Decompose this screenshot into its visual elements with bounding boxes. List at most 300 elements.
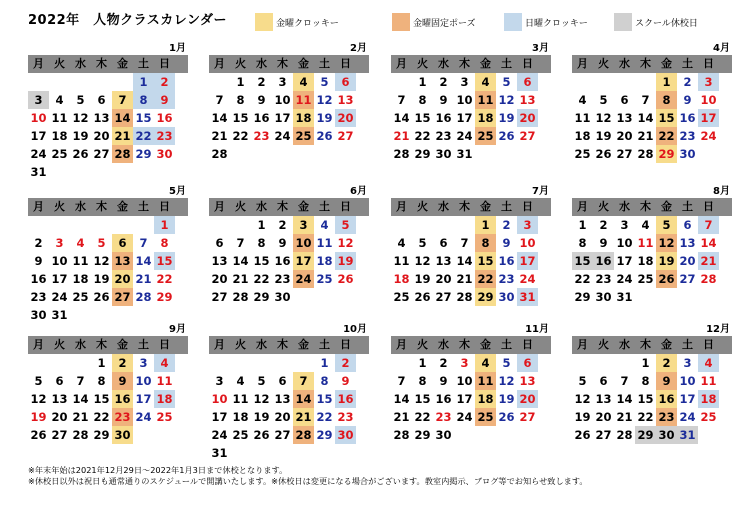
empty-cell — [70, 306, 91, 324]
empty-cell — [112, 216, 133, 234]
day-cell: 15 — [253, 254, 270, 268]
weekday-label: 土 — [319, 200, 330, 213]
empty-cell — [517, 426, 538, 444]
day-cell: 21 — [393, 410, 410, 424]
day-cell: 12 — [337, 236, 354, 250]
legend-swatch — [614, 13, 632, 31]
day-cell: 7 — [620, 374, 629, 388]
day-cell: 20 — [211, 272, 228, 286]
day-cell: 15 — [572, 252, 593, 270]
day-cell: 13 — [519, 374, 536, 388]
notes — [28, 465, 588, 487]
empty-cell — [335, 145, 356, 163]
day-cell: 31 — [456, 147, 473, 161]
day-cell: 12 — [574, 392, 591, 406]
empty-cell — [335, 444, 356, 462]
day-cell: 16 — [656, 390, 677, 408]
month-label: 2月 — [350, 43, 367, 54]
weekday-label: 金 — [480, 57, 491, 70]
day-cell: 27 — [519, 129, 536, 143]
day-cell: 21 — [112, 127, 133, 145]
day-cell: 31 — [677, 426, 698, 444]
day-cell: 23 — [656, 408, 677, 426]
day-cell: 28 — [232, 290, 249, 304]
weekday-label: 日 — [522, 338, 533, 351]
day-cell: 5 — [578, 374, 587, 388]
day-cell: 13 — [679, 236, 696, 250]
empty-cell — [133, 216, 154, 234]
empty-cell — [230, 145, 251, 163]
month-calendar — [391, 185, 551, 306]
day-cell: 27 — [337, 129, 354, 143]
empty-cell — [698, 288, 719, 306]
weekday-label: 月 — [396, 338, 407, 351]
day-cell: 23 — [435, 410, 452, 424]
day-cell: 29 — [475, 288, 496, 306]
day-cell: 15 — [232, 111, 249, 125]
day-cell: 24 — [456, 129, 473, 143]
empty-cell — [91, 216, 112, 234]
weekday-label: 日 — [522, 200, 533, 213]
day-cell: 9 — [154, 91, 175, 109]
weekday-label: 土 — [501, 200, 512, 213]
day-cell: 27 — [595, 428, 612, 442]
note-1: ※年末年始は2021年12月29日～2022年1月3日まで休校となります。 — [28, 465, 288, 475]
day-cell: 17 — [517, 252, 538, 270]
day-cell: 12 — [595, 111, 612, 125]
month-label: 11月 — [525, 324, 549, 335]
day-cell: 9 — [502, 236, 511, 250]
weekday-header — [209, 336, 369, 354]
empty-cell — [272, 354, 293, 372]
month-label: 10月 — [343, 324, 367, 335]
day-cell: 9 — [112, 372, 133, 390]
empty-cell — [209, 73, 230, 91]
day-cell: 21 — [456, 272, 473, 286]
day-cell: 2 — [154, 73, 175, 91]
day-cell: 29 — [414, 428, 431, 442]
day-cell: 29 — [253, 290, 270, 304]
legend-label: 日曜クロッキー — [525, 18, 588, 29]
day-cell: 11 — [475, 91, 496, 109]
day-cell: 13 — [93, 111, 110, 125]
day-cell: 12 — [656, 234, 677, 252]
day-cell: 11 — [51, 111, 68, 125]
empty-cell — [28, 216, 49, 234]
day-cell: 30 — [30, 308, 47, 322]
day-cell: 1 — [656, 73, 677, 91]
day-cell: 2 — [335, 354, 356, 372]
weekday-label: 水 — [75, 57, 86, 70]
month-label: 1月 — [169, 43, 186, 54]
empty-cell — [49, 163, 70, 181]
day-cell: 2 — [502, 218, 511, 232]
day-cell: 19 — [30, 410, 47, 424]
weekday-label: 水 — [438, 200, 449, 213]
day-cell: 7 — [76, 374, 85, 388]
empty-cell — [272, 444, 293, 462]
weekday-label: 火 — [417, 338, 428, 351]
weekday-label: 木 — [277, 200, 288, 213]
day-grid — [572, 216, 719, 306]
day-cell: 12 — [414, 254, 431, 268]
day-grid — [391, 73, 538, 163]
day-cell: 26 — [414, 290, 431, 304]
day-cell: 30 — [435, 147, 452, 161]
day-cell: 5 — [335, 216, 356, 234]
day-cell: 24 — [456, 410, 473, 424]
empty-cell — [70, 163, 91, 181]
empty-cell — [230, 444, 251, 462]
day-cell: 30 — [498, 290, 515, 304]
day-cell: 10 — [519, 236, 536, 250]
day-cell: 19 — [574, 410, 591, 424]
day-cell: 1 — [257, 218, 266, 232]
weekday-label: 日 — [340, 57, 351, 70]
day-cell: 3 — [517, 216, 538, 234]
day-cell: 8 — [578, 236, 587, 250]
day-cell: 18 — [475, 390, 496, 408]
day-cell: 15 — [93, 392, 110, 406]
empty-cell — [28, 73, 49, 91]
weekday-label: 月 — [214, 57, 225, 70]
day-cell: 10 — [211, 392, 228, 406]
empty-cell — [496, 145, 517, 163]
day-cell: 12 — [316, 93, 333, 107]
empty-cell — [454, 426, 475, 444]
weekday-header — [28, 336, 188, 354]
day-cell: 1 — [133, 73, 154, 91]
day-cell: 20 — [51, 410, 68, 424]
day-cell: 4 — [475, 73, 496, 91]
day-cell: 20 — [517, 390, 538, 408]
day-cell: 23 — [112, 408, 133, 426]
day-cell: 23 — [498, 272, 515, 286]
legend-label: スクール休校日 — [635, 18, 698, 29]
day-cell: 6 — [335, 73, 356, 91]
day-cell: 10 — [616, 236, 633, 250]
day-cell: 24 — [519, 272, 536, 286]
day-cell: 18 — [72, 272, 89, 286]
day-cell: 26 — [72, 147, 89, 161]
weekday-label: 木 — [459, 200, 470, 213]
day-cell: 27 — [616, 147, 633, 161]
weekday-label: 水 — [438, 338, 449, 351]
day-cell: 24 — [293, 270, 314, 288]
day-cell: 18 — [393, 272, 410, 286]
empty-cell — [517, 145, 538, 163]
day-cell: 4 — [698, 354, 719, 372]
empty-cell — [112, 163, 133, 181]
day-cell: 30 — [335, 426, 356, 444]
weekday-label: 木 — [640, 338, 651, 351]
empty-cell — [251, 145, 272, 163]
weekday-label: 日 — [340, 200, 351, 213]
day-cell: 17 — [274, 111, 291, 125]
day-cell: 21 — [293, 408, 314, 426]
weekday-label: 月 — [33, 338, 44, 351]
day-cell: 18 — [637, 254, 654, 268]
day-cell: 9 — [257, 93, 266, 107]
day-cell: 14 — [393, 111, 410, 125]
empty-cell — [614, 354, 635, 372]
day-grid — [28, 354, 175, 444]
month-label: 6月 — [350, 186, 367, 197]
day-cell: 22 — [316, 410, 333, 424]
day-cell: 31 — [51, 308, 68, 322]
day-cell: 15 — [135, 111, 152, 125]
weekday-label: 日 — [340, 338, 351, 351]
day-cell: 2 — [656, 354, 677, 372]
day-cell: 19 — [498, 392, 515, 406]
day-cell: 22 — [475, 270, 496, 288]
month-label: 3月 — [532, 43, 549, 54]
day-cell: 23 — [30, 290, 47, 304]
day-cell: 19 — [72, 129, 89, 143]
weekday-label: 火 — [54, 338, 65, 351]
day-cell: 30 — [112, 426, 133, 444]
day-cell: 20 — [616, 129, 633, 143]
day-cell: 27 — [519, 410, 536, 424]
day-cell: 16 — [335, 390, 356, 408]
day-cell: 18 — [293, 109, 314, 127]
weekday-header — [391, 336, 551, 354]
legend-swatch — [255, 13, 273, 31]
day-cell: 17 — [679, 392, 696, 406]
day-cell: 28 — [700, 272, 717, 286]
day-cell: 20 — [679, 254, 696, 268]
day-cell: 27 — [274, 428, 291, 442]
day-cell: 26 — [595, 147, 612, 161]
empty-cell — [454, 216, 475, 234]
day-cell: 5 — [320, 75, 329, 89]
day-cell: 7 — [397, 93, 406, 107]
day-cell: 8 — [320, 374, 329, 388]
day-cell: 1 — [418, 356, 427, 370]
day-cell: 14 — [393, 392, 410, 406]
weekday-label: 月 — [577, 338, 588, 351]
day-cell: 4 — [154, 354, 175, 372]
day-cell: 24 — [30, 147, 47, 161]
day-cell: 18 — [51, 129, 68, 143]
weekday-label: 月 — [577, 200, 588, 213]
day-cell: 25 — [232, 428, 249, 442]
day-cell: 4 — [76, 236, 85, 250]
day-cell: 30 — [435, 428, 452, 442]
day-cell: 25 — [72, 290, 89, 304]
empty-cell — [391, 216, 412, 234]
empty-cell — [230, 354, 251, 372]
day-cell: 28 — [135, 290, 152, 304]
day-cell: 31 — [30, 165, 47, 179]
weekday-label: 火 — [598, 338, 609, 351]
day-cell: 13 — [337, 93, 354, 107]
day-cell: 29 — [574, 290, 591, 304]
day-cell: 7 — [397, 374, 406, 388]
day-cell: 8 — [641, 374, 650, 388]
weekday-label: 金 — [298, 57, 309, 70]
weekday-header — [28, 198, 188, 216]
day-cell: 26 — [656, 270, 677, 288]
weekday-label: 金 — [117, 338, 128, 351]
day-cell: 12 — [30, 392, 47, 406]
legend-swatch — [504, 13, 522, 31]
empty-cell — [593, 354, 614, 372]
day-cell: 12 — [498, 374, 515, 388]
empty-cell — [475, 145, 496, 163]
month-calendar — [391, 323, 551, 444]
day-cell: 27 — [93, 147, 110, 161]
day-cell: 14 — [112, 109, 133, 127]
day-cell: 25 — [393, 290, 410, 304]
day-cell: 3 — [293, 216, 314, 234]
day-cell: 10 — [293, 234, 314, 252]
day-cell: 15 — [414, 392, 431, 406]
day-cell: 4 — [293, 73, 314, 91]
weekday-label: 木 — [96, 200, 107, 213]
day-cell: 22 — [156, 272, 173, 286]
month-label: 12月 — [706, 324, 730, 335]
day-cell: 5 — [97, 236, 106, 250]
month-calendar — [28, 323, 188, 444]
day-cell: 25 — [316, 272, 333, 286]
day-cell: 13 — [519, 93, 536, 107]
day-cell: 14 — [211, 111, 228, 125]
weekday-label: 木 — [640, 57, 651, 70]
day-cell: 16 — [435, 111, 452, 125]
day-cell: 1 — [154, 216, 175, 234]
month-calendar — [391, 42, 551, 163]
weekday-label: 木 — [96, 338, 107, 351]
day-cell: 5 — [76, 93, 85, 107]
day-cell: 24 — [211, 428, 228, 442]
weekday-label: 金 — [480, 338, 491, 351]
day-cell: 2 — [112, 354, 133, 372]
weekday-label: 月 — [396, 200, 407, 213]
legend-item — [392, 14, 476, 30]
empty-cell — [49, 354, 70, 372]
day-cell: 16 — [498, 254, 515, 268]
day-cell: 28 — [72, 428, 89, 442]
day-cell: 6 — [97, 93, 106, 107]
day-cell: 30 — [679, 147, 696, 161]
day-cell: 28 — [456, 290, 473, 304]
day-cell: 16 — [274, 254, 291, 268]
day-cell: 14 — [700, 236, 717, 250]
day-cell: 23 — [274, 272, 291, 286]
weekday-header — [572, 336, 732, 354]
weekday-label: 木 — [640, 200, 651, 213]
day-cell: 28 — [393, 147, 410, 161]
day-cell: 1 — [236, 75, 245, 89]
day-grid — [572, 73, 719, 163]
weekday-header — [28, 55, 188, 73]
weekday-label: 火 — [598, 57, 609, 70]
weekday-label: 月 — [577, 57, 588, 70]
day-cell: 23 — [595, 272, 612, 286]
empty-cell — [293, 444, 314, 462]
empty-cell — [698, 145, 719, 163]
empty-cell — [230, 216, 251, 234]
weekday-label: 月 — [33, 200, 44, 213]
day-cell: 13 — [435, 254, 452, 268]
day-cell: 2 — [683, 75, 692, 89]
day-grid — [391, 354, 538, 444]
day-cell: 13 — [274, 392, 291, 406]
day-cell: 3 — [278, 75, 287, 89]
empty-cell — [70, 216, 91, 234]
day-cell: 15 — [475, 252, 496, 270]
day-cell: 13 — [51, 392, 68, 406]
day-cell: 13 — [112, 252, 133, 270]
day-cell: 6 — [620, 93, 629, 107]
day-cell: 22 — [253, 272, 270, 286]
day-cell: 4 — [475, 354, 496, 372]
weekday-label: 土 — [682, 200, 693, 213]
weekday-header — [209, 198, 369, 216]
day-cell: 4 — [236, 374, 245, 388]
day-cell: 29 — [156, 290, 173, 304]
day-cell: 6 — [215, 236, 224, 250]
day-cell: 22 — [93, 410, 110, 424]
day-cell: 9 — [683, 93, 692, 107]
day-cell: 22 — [414, 129, 431, 143]
day-cell: 17 — [616, 254, 633, 268]
day-cell: 21 — [232, 272, 249, 286]
day-cell: 16 — [435, 392, 452, 406]
empty-cell — [251, 354, 272, 372]
day-cell: 15 — [154, 252, 175, 270]
weekday-header — [572, 198, 732, 216]
day-cell: 27 — [211, 290, 228, 304]
month-calendar — [28, 185, 188, 324]
day-cell: 10 — [30, 111, 47, 125]
day-cell: 11 — [574, 111, 591, 125]
day-cell: 5 — [502, 75, 511, 89]
legend-item — [504, 14, 588, 30]
day-cell: 3 — [683, 356, 692, 370]
day-cell: 3 — [698, 73, 719, 91]
day-cell: 25 — [475, 408, 496, 426]
day-cell: 20 — [274, 410, 291, 424]
day-cell: 17 — [30, 129, 47, 143]
day-cell: 21 — [616, 410, 633, 424]
day-cell: 1 — [475, 216, 496, 234]
day-cell: 3 — [55, 236, 64, 250]
day-cell: 26 — [337, 272, 354, 286]
day-cell: 9 — [34, 254, 43, 268]
weekday-label: 水 — [256, 338, 267, 351]
day-cell: 18 — [475, 109, 496, 127]
empty-cell — [635, 73, 656, 91]
day-cell: 5 — [418, 236, 427, 250]
day-cell: 22 — [574, 272, 591, 286]
weekday-header — [209, 55, 369, 73]
weekday-label: 木 — [459, 338, 470, 351]
day-grid — [28, 216, 175, 324]
weekday-label: 土 — [138, 338, 149, 351]
empty-cell — [154, 426, 175, 444]
weekday-label: 水 — [75, 338, 86, 351]
empty-cell — [91, 163, 112, 181]
day-cell: 9 — [656, 372, 677, 390]
day-cell: 22 — [637, 410, 654, 424]
day-cell: 2 — [34, 236, 43, 250]
day-cell: 27 — [112, 288, 133, 306]
day-cell: 19 — [498, 111, 515, 125]
month-calendar — [572, 185, 732, 306]
weekday-label: 日 — [159, 200, 170, 213]
